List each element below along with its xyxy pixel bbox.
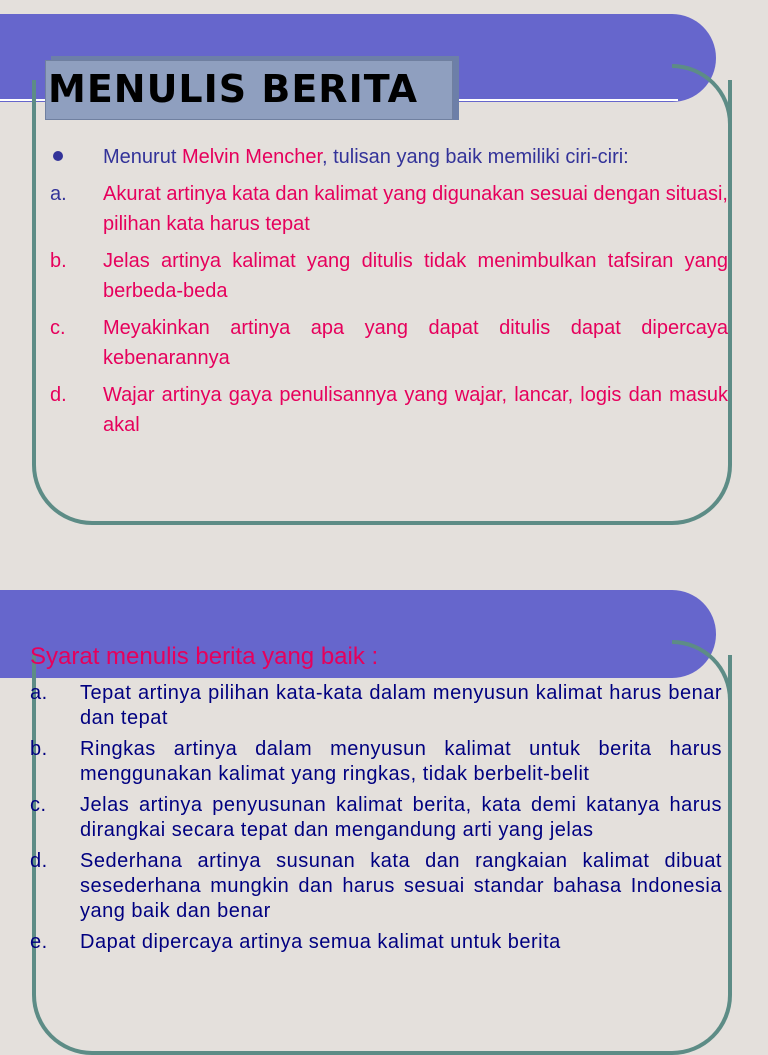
slide-2-item-c [30,793,722,843]
slide-1-item-b [50,246,728,306]
item-marker: c. [50,317,66,339]
slide-1-title: MENULIS BERITA [48,67,419,111]
item-marker: d. [30,850,48,872]
slide-1-item-c [50,313,728,373]
slide-2-item-e [30,930,722,955]
intro-author: Melvin Mencher [181,146,322,168]
item-marker: b. [50,250,67,272]
item-text: Tepat artinya pilihan kata-kata dalam menyusun kalimat harus benar dan tepat [80,682,722,729]
slide-1-item-d [50,380,728,440]
item-marker: a. [50,183,67,205]
item-text: Dapat dipercaya artinya semua kalimat untuk berita [80,931,561,953]
item-text: Jelas artinya kalimat yang ditulis tidak menimbulkan tafsiran yang berbeda-beda [103,250,728,302]
slide-1-item-a [50,179,728,239]
slide-2-item-d [30,849,722,924]
slide-1-content [50,142,728,447]
item-marker: d. [50,384,67,406]
item-marker: e. [30,931,48,953]
item-text: Ringkas artinya dalam menyusun kalimat untuk berita harus menggunakan kalimat yang ringkas, tidak berbelit-belit [80,738,722,785]
item-text: Wajar artinya gaya penulisannya yang wajar, lancar, logis dan masuk akal [103,384,728,436]
slide-1-title-box [45,60,453,120]
item-text: Sederhana artinya susunan kata dan rangkaian kalimat dibuat sesederhana mungkin dan harus sesuai standar bahasa Indonesia yang baik dan benar [80,850,722,922]
item-marker: a. [30,682,48,704]
item-marker: c. [30,794,47,816]
item-text: Jelas artinya penyusunan kalimat berita, kata demi katanya harus dirangkai secara tepat dan mengandung arti yang jelas [80,794,722,841]
slide-1-intro [50,142,728,172]
item-text: Meyakinkan artinya apa yang dapat ditulis dapat dipercaya kebenarannya [103,317,728,369]
slide-2-content [30,681,722,961]
item-text: Akurat artinya kata dan kalimat yang digunakan sesuai dengan situasi, pilihan kata harus tepat [103,183,728,235]
slide-2 [0,585,768,1024]
slide-2-heading: Syarat menulis berita yang baik : [30,643,379,670]
intro-rest: , tulisan yang baik memiliki ciri-ciri: [322,146,629,168]
slide-2-item-b [30,737,722,787]
item-marker: b. [30,738,48,760]
bullet-dot-icon [53,151,63,161]
intro-lead: Menurut [103,146,182,168]
slide-2-item-a [30,681,722,731]
